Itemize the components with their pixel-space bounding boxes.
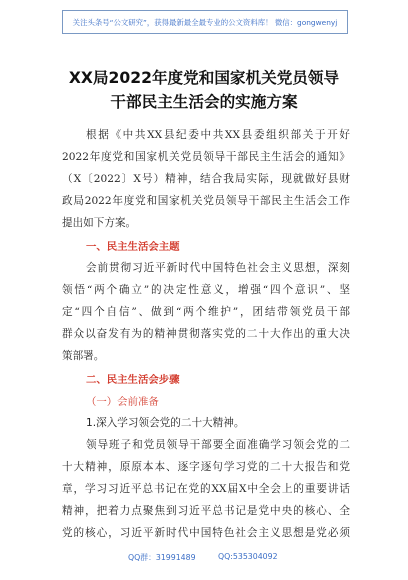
- section-2-line: 党的核心，习近平新时代中国特色社会主义思想是党必须: [62, 527, 350, 539]
- section-2-line: 十大精神，原原本本、逐字逐句学习党的二十大报告和党: [62, 461, 350, 473]
- promo-banner-text: 关注头条号“公文研究”，获得最新最全最专业的公文资料库！ 微信：gongwenyj: [72, 17, 338, 27]
- intro-line: 根据《中共XX县纪委中共XX县委组织部关于开好: [86, 129, 350, 141]
- intro-line: 政局2022年度党和国家机关党员领导干部民主生活会工作: [62, 195, 350, 207]
- section-2-line: 领导班子和党员领导干部要全面准确学习领会党的二: [86, 439, 350, 451]
- section-1-line: 会前贯彻习近平新时代中国特色社会主义思想，深刻: [86, 262, 350, 274]
- footer-qq: QQ:535304092: [218, 552, 278, 561]
- section-1-heading: 一、民主生活会主题: [86, 241, 180, 253]
- document-title-line-2: 干部民主生活会的实施方案: [110, 93, 298, 111]
- footer-qq-group: QQ群：31991489: [128, 553, 196, 562]
- section-2-line: 章，学习习近平总书记在党的XX届X中全会上的重要讲话: [62, 483, 350, 495]
- intro-line: 2022年度党和国家机关党员领导干部民主生活会的通知》: [62, 151, 350, 163]
- section-1-line: 策部署。: [62, 350, 105, 362]
- intro-line: 提出如下方案。: [62, 217, 137, 229]
- section-2-subheading: （一）会前准备: [86, 396, 159, 408]
- promo-banner: [62, 10, 348, 34]
- section-2-item-1: 1.深入学习领会党的二十大精神。: [86, 417, 245, 429]
- section-1-line: 群众以奋发有为的精神贯彻落实党的二十大作出的重大决: [62, 328, 350, 340]
- section-2-heading: 二、民主生活会步骤: [86, 374, 180, 386]
- section-1-line: 领悟“两个确立”的决定性意义，增强“四个意识”、坚: [62, 284, 350, 296]
- section-1-line: 定“四个自信”、做到“两个维护”，团结带领党员干部: [62, 306, 350, 318]
- section-2-line: 精神，把着力点聚焦到习近平总书记是党中央的核心、全: [62, 505, 350, 517]
- document-title-line-1: XX局2022年度党和国家机关党员领导: [68, 69, 340, 87]
- intro-line: （X〔2022〕X号）精神，结合我局实际，现就做好县财: [62, 173, 350, 185]
